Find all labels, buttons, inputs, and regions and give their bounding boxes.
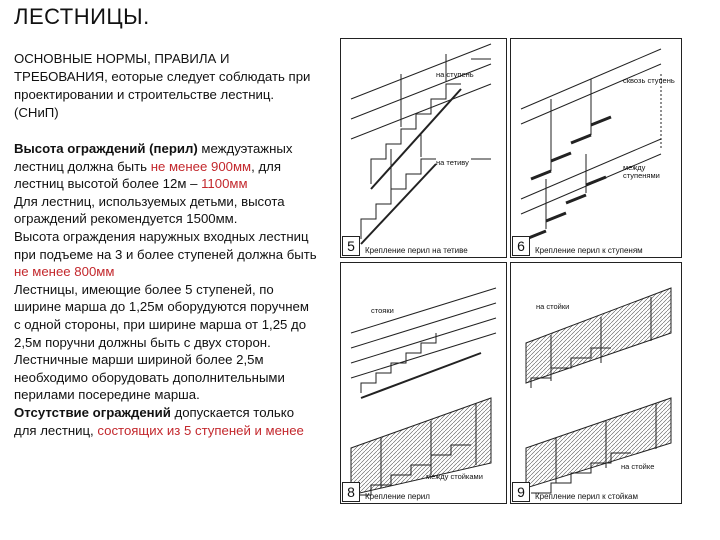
figure-label: стояки: [371, 306, 394, 315]
figure-8-drawing: [341, 263, 506, 503]
figure-8: [340, 262, 507, 504]
norms-text-part: допускается только для лестниц,: [14, 404, 295, 438]
figure-9-drawing: [511, 263, 681, 503]
figure-caption: Крепление перил к стойкам: [535, 492, 638, 501]
figure-5: [340, 38, 507, 258]
figure-label: между стойками: [426, 472, 483, 481]
figure-number: 6: [512, 236, 530, 256]
figure-number: 8: [342, 482, 360, 502]
figure-number: 5: [342, 236, 360, 256]
figure-label: на тетиву: [436, 158, 469, 167]
page-title: ЛЕСТНИЦЫ.: [14, 4, 150, 29]
handrail-height-heading: Высота ограждений (перил): [14, 141, 198, 156]
figure-caption: Крепление перил: [365, 492, 430, 501]
figure-9: [510, 262, 682, 504]
figure-number: 9: [512, 482, 530, 502]
figure-label: на ступень: [436, 70, 474, 79]
figure-label: сквозь ступень: [623, 76, 675, 85]
figure-label: между ступенями: [623, 163, 660, 180]
norm-value: 1100мм: [201, 176, 248, 192]
norms-text-part: , для лестниц высотой более 12м –: [14, 158, 281, 192]
figure-label: на стойки: [536, 302, 570, 311]
intro-text: ОСНОВНЫЕ НОРМЫ, ПРАВИЛА И ТРЕБОВАНИЯ, еоторые следует соблюдать при проектировании и строительстве лестниц. (СНиП): [14, 51, 311, 120]
no-railing-heading: Отсутствие ограждений: [14, 404, 171, 420]
handrail-width-norm: Лестницы, имеющие более 5 ступеней, по ширине марша до 1,25м оборудуются поручнем с одной стороны, при ширине марша от 1,25 до 2,5м поручни должны быть с двух сторон. Лестничные марши шириной более 2,5м необходимо оборудовать дополнительными перилами посередине марша.: [14, 281, 309, 403]
norm-value: не менее 800мм: [14, 264, 115, 280]
norms-text-part: междуэтажных лестниц должна быть: [14, 141, 293, 174]
norm-value: состоящих из 5 ступеней и менее: [97, 422, 304, 438]
outdoor-norm: Высота ограждения наружных входных лестниц при подъеме на 3 и более ступеней должна быть: [14, 228, 317, 262]
children-norm: Для лестниц, используемых детьми, высота ограждений рекомендуется 1500мм.: [14, 193, 285, 227]
figure-caption: Крепление перил к ступеням: [535, 246, 643, 255]
norm-value: не менее 900мм: [150, 158, 252, 174]
norms-text: [14, 140, 319, 439]
figure-5-drawing: [341, 39, 506, 257]
figure-label: на стойке: [621, 462, 655, 471]
figure-6: [510, 38, 682, 258]
figure-6-drawing: [511, 39, 681, 257]
figure-caption: Крепление перил на тетиве: [365, 246, 468, 255]
